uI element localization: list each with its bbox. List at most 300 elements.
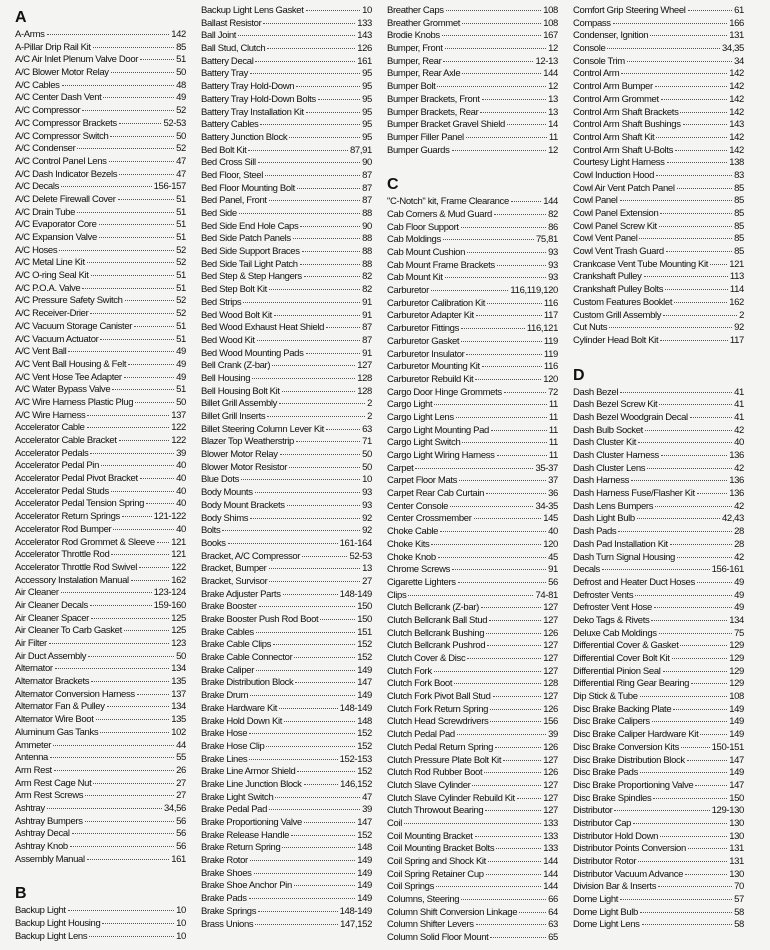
index-entry bbox=[573, 793, 744, 806]
entry-part-name: A/C Vent Ball Housing & Felt bbox=[15, 358, 127, 370]
dot-leader bbox=[103, 97, 174, 98]
dot-leader bbox=[618, 531, 732, 532]
index-entry bbox=[15, 397, 186, 410]
index-entry bbox=[573, 68, 744, 81]
dot-leader bbox=[87, 859, 169, 860]
entry-part-name: Brake Hardware Kit bbox=[201, 702, 278, 714]
entry-part-name: Body Mounts bbox=[201, 487, 253, 499]
entry-part-name: Bed Wood Kit bbox=[201, 334, 255, 346]
entry-part-name: Column Shifter Levers bbox=[387, 919, 474, 931]
entry-page-number: 34,35 bbox=[721, 43, 744, 55]
entry-part-name: Cab Mount Frame Brackets bbox=[387, 259, 495, 271]
index-entry bbox=[573, 259, 744, 272]
entry-page-number: 13 bbox=[548, 106, 558, 118]
entry-page-number: 44 bbox=[176, 739, 186, 751]
entry-page-number: 49 bbox=[176, 92, 186, 104]
dot-leader bbox=[476, 315, 542, 316]
index-entry bbox=[15, 181, 186, 194]
index-entry bbox=[387, 336, 558, 349]
entry-page-number: 52-53 bbox=[163, 117, 186, 129]
index-entry bbox=[15, 359, 186, 372]
dot-leader bbox=[326, 429, 360, 430]
index-entry bbox=[15, 156, 186, 169]
entry-page-number: 133 bbox=[543, 817, 558, 829]
dot-leader bbox=[62, 85, 175, 86]
dot-leader bbox=[272, 365, 355, 366]
entry-part-name: Clutch Bellcrank (Z-bar) bbox=[387, 602, 479, 614]
entry-part-name: Bed Step Bolt Kit bbox=[201, 284, 267, 296]
entry-part-name: Carburetor Insulator bbox=[387, 348, 465, 360]
dot-leader bbox=[259, 606, 356, 607]
entry-page-number: 52-53 bbox=[349, 550, 372, 562]
dot-leader bbox=[661, 99, 727, 100]
entry-part-name: Battery Tray Installation Kit bbox=[201, 106, 304, 118]
entry-page-number: 10 bbox=[362, 5, 372, 16]
entry-page-number: 13 bbox=[362, 563, 372, 575]
index-entry bbox=[387, 780, 558, 793]
entry-part-name: Clips bbox=[387, 589, 407, 601]
index-entry bbox=[201, 386, 372, 399]
index-entry bbox=[573, 831, 744, 844]
index-entry bbox=[387, 361, 558, 374]
index-entry bbox=[201, 335, 372, 348]
entry-page-number: 85 bbox=[734, 182, 744, 194]
index-entry bbox=[573, 284, 744, 297]
entry-part-name: Disc Brake Distribution Block bbox=[573, 754, 685, 766]
entry-part-name: Air Cleaner bbox=[15, 587, 59, 599]
dot-leader bbox=[659, 226, 732, 227]
dot-leader bbox=[651, 620, 727, 621]
entry-part-name: Battery Junction Block bbox=[201, 131, 288, 143]
entry-part-name: Brake Booster bbox=[201, 601, 257, 613]
dot-leader bbox=[300, 226, 360, 227]
index-column-2 bbox=[201, 5, 372, 931]
entry-page-number: 161-164 bbox=[339, 537, 372, 549]
entry-page-number: 47 bbox=[362, 791, 372, 803]
index-entry bbox=[201, 233, 372, 246]
index-entry bbox=[15, 905, 186, 918]
entry-page-number: 149 bbox=[357, 880, 372, 892]
index-entry bbox=[15, 384, 186, 397]
entry-part-name: A/C Water Bypass Valve bbox=[15, 384, 111, 396]
index-entry bbox=[387, 412, 558, 425]
index-entry bbox=[387, 107, 558, 120]
entry-page-number: 121 bbox=[171, 549, 186, 561]
dot-leader bbox=[443, 239, 534, 240]
entry-page-number: 50 bbox=[176, 130, 186, 142]
entry-part-name: A/C Wire Harness Plastic Plug bbox=[15, 396, 134, 408]
entry-part-name: Breather Grommet bbox=[387, 17, 461, 29]
entry-part-name: Columns, Steering bbox=[387, 894, 460, 906]
index-entry bbox=[573, 412, 744, 425]
index-entry bbox=[15, 118, 186, 131]
index-entry bbox=[573, 81, 744, 94]
entry-page-number: 127 bbox=[543, 691, 558, 703]
entry-page-number: 88 bbox=[362, 208, 372, 219]
entry-page-number: 40 bbox=[176, 485, 186, 497]
dot-leader bbox=[691, 683, 727, 684]
entry-page-number: 137 bbox=[171, 409, 186, 421]
index-entry bbox=[201, 665, 372, 678]
entry-part-name: A/C O-ring Seal Kit bbox=[15, 270, 89, 282]
entry-page-number: 131 bbox=[729, 30, 744, 42]
entry-page-number: 90 bbox=[362, 157, 372, 169]
entry-part-name: Dome Light Bulb bbox=[573, 906, 638, 918]
index-entry bbox=[387, 247, 558, 260]
dot-leader bbox=[61, 592, 152, 593]
entry-page-number: 49 bbox=[176, 358, 186, 370]
entry-part-name: Differential Ring Gear Bearing bbox=[573, 678, 690, 690]
index-entry bbox=[387, 881, 558, 894]
index-entry bbox=[201, 525, 372, 538]
dot-leader bbox=[306, 112, 360, 113]
entry-page-number: 146,152 bbox=[340, 778, 372, 790]
dot-leader bbox=[613, 23, 728, 24]
index-entry bbox=[387, 843, 558, 856]
index-entry bbox=[15, 194, 186, 207]
dot-leader bbox=[243, 302, 360, 303]
entry-part-name: Choke Cable bbox=[387, 526, 439, 538]
entry-part-name: Defrost and Heater Duct Hoses bbox=[573, 576, 695, 588]
entry-part-name: Alternator Fan & Pulley bbox=[15, 701, 105, 713]
entry-part-name: Bed Strips bbox=[201, 296, 242, 308]
entry-page-number: 14 bbox=[548, 119, 558, 131]
entry-part-name: Dash Turn Signal Housing bbox=[573, 551, 675, 563]
dot-leader bbox=[249, 733, 355, 734]
entry-part-name: A/C Vacuum Storage Canister bbox=[15, 320, 133, 332]
index-entry bbox=[201, 221, 372, 234]
entry-part-name: Distributor Rotor bbox=[573, 856, 637, 867]
entry-part-name: Dash Bulb Socket bbox=[573, 424, 643, 436]
index-entry bbox=[15, 803, 186, 816]
entry-part-name: A/C Compressor Brackets bbox=[15, 117, 117, 129]
index-entry bbox=[15, 346, 186, 359]
entry-page-number: 50 bbox=[176, 67, 186, 79]
entry-page-number: 40 bbox=[176, 473, 186, 485]
entry-part-name: Cowl Air Vent Patch Panel bbox=[573, 182, 675, 194]
entry-part-name: Cargo Door Hinge Grommets bbox=[387, 386, 502, 398]
entry-part-name: Battery Tray bbox=[201, 68, 249, 80]
index-entry bbox=[15, 257, 186, 270]
index-entry bbox=[201, 919, 372, 932]
dot-leader bbox=[443, 61, 533, 62]
dot-leader bbox=[302, 251, 360, 252]
entry-page-number: 130 bbox=[729, 830, 744, 842]
entry-part-name: Dash Cluster Lens bbox=[573, 462, 646, 474]
index-entry bbox=[387, 310, 558, 323]
entry-page-number: 147,152 bbox=[340, 918, 372, 930]
entry-part-name: A/C Vent Hose Tee Adapter bbox=[15, 371, 122, 383]
entry-part-name: Accelerator Rod Grommet & Sleeve bbox=[15, 536, 155, 548]
index-entry bbox=[201, 195, 372, 208]
entry-part-name: Cut Nuts bbox=[573, 322, 608, 334]
dot-leader bbox=[431, 290, 509, 291]
entry-part-name: Disc Brake Pads bbox=[573, 767, 638, 779]
entry-part-name: Crankshaft Pulley Bolts bbox=[573, 284, 664, 296]
entry-page-number: 95 bbox=[362, 93, 372, 105]
entry-part-name: A/C Evaporator Core bbox=[15, 219, 97, 231]
index-entry bbox=[573, 450, 744, 463]
entry-part-name: Bed Floor, Steel bbox=[201, 169, 263, 181]
dot-leader bbox=[697, 582, 732, 583]
entry-page-number: 148-149 bbox=[339, 905, 372, 917]
index-entry bbox=[573, 640, 744, 653]
index-entry bbox=[387, 907, 558, 920]
index-entry bbox=[387, 94, 558, 107]
section-gap bbox=[15, 866, 186, 881]
dot-leader bbox=[640, 772, 727, 773]
index-entry bbox=[573, 425, 744, 438]
entry-part-name: Bumper, Rear bbox=[387, 55, 442, 67]
entry-part-name: Accelerator Rod Bumper bbox=[15, 523, 112, 535]
dot-leader bbox=[257, 340, 360, 341]
entry-part-name: Column Solid Floor Mount bbox=[387, 932, 489, 944]
dot-leader bbox=[266, 746, 355, 747]
index-entry bbox=[15, 575, 186, 588]
dot-leader bbox=[111, 491, 174, 492]
entry-part-name: Control Arm Shaft U-Bolts bbox=[573, 144, 674, 156]
index-entry bbox=[201, 906, 372, 919]
entry-page-number: 95 bbox=[362, 119, 372, 131]
dot-leader bbox=[255, 61, 355, 62]
index-entry bbox=[387, 437, 558, 450]
dot-leader bbox=[670, 544, 732, 545]
entry-part-name: Brake Hold Down Kit bbox=[201, 715, 282, 727]
entry-page-number: 117 bbox=[729, 334, 744, 346]
dot-leader bbox=[100, 732, 169, 733]
index-entry bbox=[201, 614, 372, 627]
dot-leader bbox=[53, 745, 174, 746]
dot-leader bbox=[659, 633, 732, 634]
entry-part-name: A/C Vent Ball bbox=[15, 346, 67, 358]
entry-part-name: Accelerator Return Springs bbox=[15, 511, 120, 523]
index-entry bbox=[201, 348, 372, 361]
entry-page-number: 56 bbox=[176, 815, 186, 827]
dot-leader bbox=[269, 581, 360, 582]
entry-part-name: Battery Decal bbox=[201, 55, 254, 67]
entry-part-name: Brake Caliper bbox=[201, 664, 255, 676]
dot-leader bbox=[70, 846, 174, 847]
dot-leader bbox=[269, 809, 360, 810]
entry-part-name: Carpet Floor Mats bbox=[387, 475, 458, 487]
entry-page-number: 150 bbox=[729, 792, 744, 804]
entry-page-number: 122 bbox=[171, 422, 186, 434]
entry-part-name: Antenna bbox=[15, 752, 48, 764]
entry-page-number: 51 bbox=[176, 232, 186, 243]
entry-part-name: Brass Unions bbox=[201, 918, 254, 930]
index-entry bbox=[573, 691, 744, 704]
dot-leader bbox=[472, 785, 541, 786]
entry-page-number: 63 bbox=[548, 919, 558, 931]
entry-part-name: Cowl Induction Hood bbox=[573, 169, 655, 181]
dot-leader bbox=[88, 656, 174, 657]
index-entry bbox=[387, 919, 558, 932]
entry-part-name: Control Arm Grommet bbox=[573, 93, 659, 105]
entry-page-number: 51 bbox=[176, 320, 186, 332]
entry-part-name: Control Arm Shaft Brackets bbox=[573, 106, 679, 118]
entry-page-number: 28 bbox=[734, 538, 744, 550]
dot-leader bbox=[119, 440, 170, 441]
index-entry bbox=[201, 145, 372, 158]
dot-leader bbox=[250, 860, 355, 861]
entry-part-name: Distributor Vacuum Advance bbox=[573, 868, 684, 880]
entry-part-name: Clutch Head Screwdrivers bbox=[387, 716, 489, 728]
dot-leader bbox=[269, 200, 360, 201]
index-entry bbox=[201, 487, 372, 500]
entry-part-name: Crankcase Vent Tube Mounting Kit bbox=[573, 258, 709, 270]
entry-page-number: 58 bbox=[734, 919, 744, 931]
index-entry bbox=[387, 831, 558, 844]
entry-part-name: Billet Steering Column Lever Kit bbox=[201, 423, 324, 435]
index-entry bbox=[201, 703, 372, 716]
entry-page-number: 108 bbox=[543, 17, 558, 29]
entry-page-number: 63 bbox=[362, 423, 372, 435]
index-entry bbox=[387, 56, 558, 69]
index-entry bbox=[387, 742, 558, 755]
entry-page-number: 95 bbox=[362, 81, 372, 93]
entry-part-name: Bumper Guards bbox=[387, 144, 450, 156]
dot-leader bbox=[304, 822, 355, 823]
dot-leader bbox=[89, 936, 174, 937]
index-entry bbox=[201, 563, 372, 576]
dot-leader bbox=[661, 455, 727, 456]
dot-leader bbox=[655, 506, 732, 507]
entry-part-name: Brake Pads bbox=[201, 893, 247, 905]
dot-leader bbox=[260, 124, 360, 125]
entry-part-name: Defroster Vent Hose bbox=[573, 602, 652, 614]
entry-page-number: 11 bbox=[548, 411, 558, 423]
entry-part-name: Dash Cluster Kit bbox=[573, 437, 637, 449]
dot-leader bbox=[458, 582, 546, 583]
dot-leader bbox=[112, 389, 174, 390]
index-entry bbox=[15, 308, 186, 321]
entry-page-number: 149 bbox=[729, 729, 744, 741]
dot-leader bbox=[681, 747, 710, 748]
index-entry bbox=[15, 232, 186, 245]
entry-page-number: 136 bbox=[729, 450, 744, 461]
entry-page-number: 88 bbox=[362, 258, 372, 270]
entry-part-name: Carburetor Adapter Kit bbox=[387, 310, 474, 322]
index-entry bbox=[15, 828, 186, 841]
entry-page-number: 52 bbox=[176, 105, 186, 117]
dot-leader bbox=[627, 61, 732, 62]
entry-page-number: 113 bbox=[729, 271, 744, 283]
dot-leader bbox=[47, 808, 162, 809]
index-entry bbox=[387, 285, 558, 298]
index-entry bbox=[15, 562, 186, 575]
index-entry bbox=[387, 590, 558, 603]
entry-page-number: 47 bbox=[176, 155, 186, 167]
entry-part-name: Distributor Hold Down bbox=[573, 830, 659, 842]
dot-leader bbox=[459, 480, 546, 481]
entry-part-name: A/C Wire Harness bbox=[15, 409, 86, 421]
entry-page-number: 116 bbox=[543, 297, 558, 309]
dot-leader bbox=[146, 503, 174, 504]
index-entry bbox=[387, 209, 558, 222]
dot-leader bbox=[99, 224, 175, 225]
entry-page-number: 2 bbox=[367, 398, 372, 410]
entry-page-number: 144 bbox=[543, 68, 558, 80]
dot-leader bbox=[118, 199, 175, 200]
entry-page-number: 129 bbox=[729, 640, 744, 652]
entry-page-number: 93 bbox=[548, 259, 558, 271]
entry-page-number: 135 bbox=[171, 714, 186, 726]
entry-part-name: Accelerator Pedal Tension Spring bbox=[15, 498, 145, 510]
dot-leader bbox=[258, 911, 337, 912]
index-entry bbox=[387, 729, 558, 742]
dot-leader bbox=[511, 201, 541, 202]
entry-page-number: 92 bbox=[362, 512, 372, 524]
dot-leader bbox=[68, 351, 174, 352]
entry-part-name: Clutch Bellcrank Ball Stud bbox=[387, 614, 488, 626]
dot-leader bbox=[667, 162, 728, 163]
entry-page-number: 13 bbox=[548, 93, 558, 105]
entry-page-number: 51 bbox=[176, 206, 186, 218]
index-entry bbox=[387, 539, 558, 552]
index-entry bbox=[15, 92, 186, 105]
entry-part-name: Control Arm Shaft Bushings bbox=[573, 119, 681, 131]
entry-page-number: 129 bbox=[729, 653, 744, 664]
index-entry bbox=[387, 132, 558, 145]
dot-leader bbox=[82, 110, 174, 111]
entry-page-number: 131 bbox=[729, 856, 744, 867]
dot-leader bbox=[128, 364, 174, 365]
index-entry bbox=[387, 323, 558, 336]
dot-leader bbox=[282, 391, 355, 392]
index-entry bbox=[201, 728, 372, 741]
entry-page-number: 42 bbox=[734, 462, 744, 474]
entry-page-number: 71 bbox=[362, 436, 372, 448]
entry-page-number: 162 bbox=[171, 574, 186, 586]
index-entry bbox=[387, 30, 558, 43]
entry-part-name: Air Filter bbox=[15, 638, 47, 649]
index-entry bbox=[201, 513, 372, 526]
entry-part-name: Blower Motor Resistor bbox=[201, 461, 288, 473]
entry-page-number: 82 bbox=[362, 271, 372, 283]
index-entry bbox=[573, 805, 744, 818]
entry-page-number: 127 bbox=[543, 779, 558, 791]
index-entry bbox=[387, 387, 558, 400]
index-entry bbox=[201, 500, 372, 513]
entry-page-number: 28 bbox=[734, 526, 744, 538]
dot-leader bbox=[77, 212, 174, 213]
index-entry bbox=[201, 576, 372, 589]
index-entry bbox=[15, 765, 186, 778]
entry-part-name: Coil Spring and Shock Kit bbox=[387, 856, 486, 867]
entry-page-number: 127 bbox=[543, 665, 558, 677]
dot-leader bbox=[475, 379, 541, 380]
entry-page-number: 26 bbox=[176, 764, 186, 776]
index-entry bbox=[201, 297, 372, 310]
entry-part-name: Dash Cluster Harness bbox=[573, 450, 659, 461]
entry-page-number: 122 bbox=[171, 561, 186, 573]
index-entry bbox=[573, 843, 744, 856]
dot-leader bbox=[685, 874, 727, 875]
entry-page-number: 51 bbox=[176, 282, 186, 294]
entry-page-number: 91 bbox=[548, 564, 558, 576]
dot-leader bbox=[258, 162, 360, 163]
dot-leader bbox=[639, 238, 732, 239]
entry-part-name: A/C Pressure Safety Switch bbox=[15, 295, 123, 307]
entry-page-number: 126 bbox=[543, 767, 558, 779]
index-entry bbox=[15, 841, 186, 854]
entry-part-name: Alternator Wire Boot bbox=[15, 714, 94, 726]
entry-part-name: Carpet bbox=[387, 462, 414, 474]
entry-page-number: 121 bbox=[171, 536, 186, 548]
entry-page-number: 95 bbox=[362, 106, 372, 118]
dot-leader bbox=[640, 696, 728, 697]
entry-page-number: 127 bbox=[543, 602, 558, 614]
